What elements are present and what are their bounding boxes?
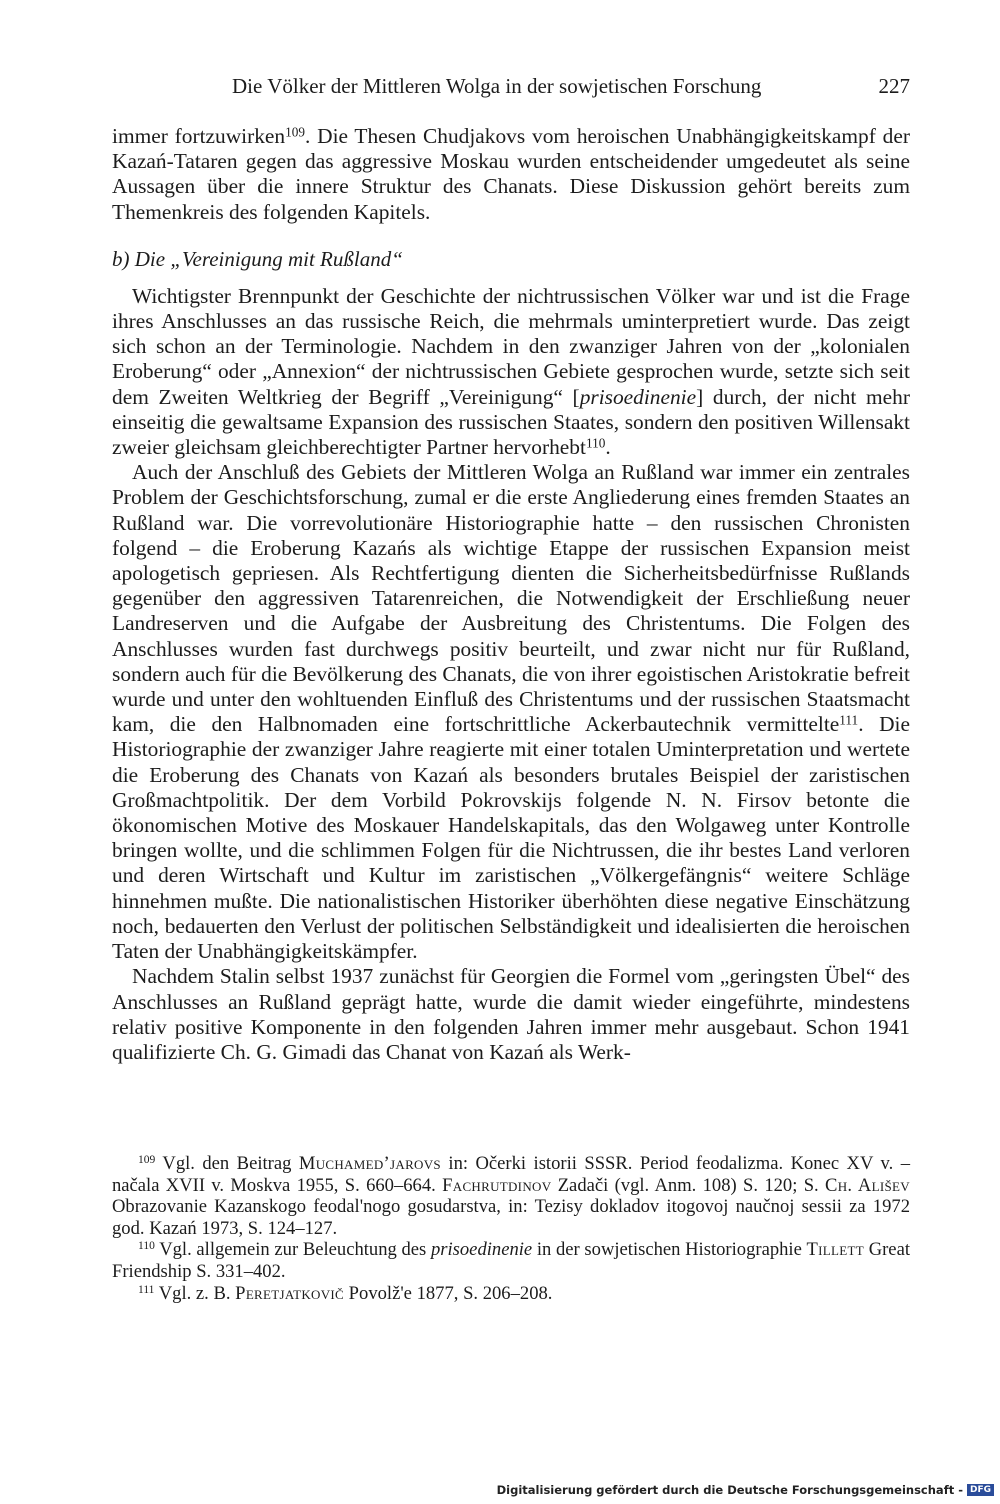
section-heading	[112, 246, 910, 272]
text-run: . Die Historiographie der zwanziger Jahre reagierte mit einer totalen Uminterpretation und wertete die Eroberung des Chanats von Kazań als besonders brutales Beispiel der zaristischen Großmachtpolitik. Der dem Vorbild Pokrovskijs folgende N. N. Firsov betonte die ökonomischen Motive des Moskauer Handelskapitals, das den Wolgaweg unter Kontrolle bringen wollte, und die schlimmen Folgen für die Nichtrussen, die ihr bestes Land verloren und deren Wirtschaft und Kultur im zaristischen „Völkergefängnis“ weitere Schläge hinnehmen mußte. Die nationalistischen Historiker überhöhten diese negative Einschätzung noch, bedauerten den Verlust der politischen Selbständigkeit und idealisierten die heroischen Taten der Unabhängigkeitskämpfer.	[112, 712, 910, 964]
text-run: in: Očerki istorii SSSR. Period feodalizma. Konec XV v. – načala XVII v. Moskva 1955, S. 660–664.	[112, 1153, 911, 1196]
credit-text: Digitalisierung gefördert durch die Deutsche Forschungsgemeinschaft -	[496, 1483, 963, 1497]
section-label: b)	[112, 246, 130, 271]
text-run: Zadači (vgl. Anm. 108) S. 120; S.	[551, 1174, 825, 1196]
author-name: Ch. Ališev	[825, 1174, 910, 1196]
author-name: Peretjatkovič	[235, 1282, 345, 1304]
footnote-ref-109: 109	[285, 124, 305, 140]
text-run: Vgl. den Beitrag	[155, 1153, 299, 1174]
section-title: Die „Vereinigung mit Rußland“	[134, 246, 403, 271]
footnote-109	[112, 1153, 910, 1239]
running-head: Die Völker der Mittleren Wolga in der sowjetischen Forschung	[232, 74, 762, 98]
text-run: .	[605, 435, 611, 460]
footnote-number: 110	[138, 1240, 155, 1253]
text-run: Wichtigster Brennpunkt der Geschichte der nichtrussischen Völker war und ist die Frage ihres Anschlusses an das russische Reich, die mehrmals uminterpretiert wurde. Das zeigt sich schon an der Terminologie. Nachdem in den zwanziger Jahren von der „kolonialen Eroberung“ oder „Annexion“ der nichtrussischen Gebiete gesprochen wurde, setzte sich seit dem Zweiten Weltkrieg der Begriff „Vereinigung“ [	[112, 283, 910, 409]
text-run: Vgl. z. B.	[154, 1282, 236, 1304]
main-text	[112, 124, 910, 1065]
footnote-ref-111: 111	[839, 712, 859, 728]
paragraph	[112, 284, 910, 460]
footnote-ref-110: 110	[585, 435, 606, 451]
text-run: ] durch, der nicht mehr einseitig die gewaltsame Expansion des russischen Staates, sondern den positiven Willensakt zweier gleichsam gleichberechtigter Partner hervorhebt	[112, 384, 910, 460]
paragraph: Nachdem Stalin selbst 1937 zunächst für Georgien die Formel vom „geringsten Übel“ des Anschlusses an Rußland geprägt hatte, wurde die damit wieder eingeführte, mindestens relativ positive Komponente in den folgenden Jahren immer mehr ausgebaut. Schon 1941 qualifizierte Ch. G. Gimadi das Chanat von Kazań als Werk-	[112, 964, 910, 1064]
text-run: Obrazovanie Kazanskogo feodal'nogo gosudarstva, in: Tezisy dokladov itogovoj naučnoj sessii za 1972 god. Kazań 1973, S. 124–127.	[112, 1196, 910, 1239]
text-run: Great Friendship S. 331–402.	[112, 1239, 910, 1282]
text-run: Povolž'e 1877, S. 206–208.	[344, 1282, 553, 1304]
text-run: Vgl. allgemein zur Beleuchtung des	[154, 1239, 431, 1261]
author-name: Muchamed’jarovs	[298, 1153, 441, 1174]
text-run: . Die Thesen Chudjakovs vom heroischen Unabhängigkeitskampf der Kazań-Tataren gegen das aggressive Moskau wurden entscheidender umgedeutet als seine Aussagen über die innere Struktur des Chanats. Diese Diskussion gehört bereits zum Themenkreis des folgenden Kapitels.	[112, 124, 910, 224]
author-name: Tillett	[806, 1239, 865, 1261]
footnote-111	[112, 1283, 910, 1305]
dfg-logo: DFG	[967, 1484, 994, 1496]
text-run: Auch der Anschluß des Gebiets der Mittleren Wolga an Rußland war immer ein zentrales Problem der Geschichtsforschung, zumal er die erste Angliederung eines fremden Staates an Rußland war. Die vorrevolutionäre Historiographie hatte – den russischen Chronisten folgend – die Eroberung Kazańs als wichtige Etappe der russischen Expansion meist apologetisch gepriesen. Als Rechtfertigung dienten die Sicherheitsbedürfnisse Rußlands gegenüber den aggressiven Tatarenreichen, die Notwendigkeit der Erschließung neuer Landreserven und die Aufgabe der Ausbreitung des Christentums. Die Folgen des Anschlusses wurden fast durchwegs positiv beurteilt, und zwar nicht nur für Rußland, sondern auch für die Bevölkerung des Chanats, die von ihrer egoistischen Aristokratie befreit wurde und unter den wohltuenden Einfluß des Christentums und der russischen Staatsmacht kam, die den Halbnomaden eine fortschrittliche Ackerbautechnik vermittelte	[112, 460, 910, 737]
footnote-110	[112, 1239, 910, 1282]
footnote-number: 111	[138, 1283, 155, 1296]
page-number: 227	[878, 74, 910, 98]
paragraph	[112, 460, 910, 964]
term-italic: prisoedinenie	[430, 1239, 533, 1261]
digitization-credit	[497, 1483, 994, 1497]
text-run: immer fortzuwirken	[112, 124, 286, 148]
author-name: Fachrutdinov	[442, 1174, 552, 1196]
page-header	[112, 68, 910, 104]
footnote-number: 109	[138, 1154, 156, 1167]
paragraph	[112, 124, 910, 225]
text-run: in der sowjetischen Historiographie	[532, 1239, 807, 1261]
term-italic: prisoedinenie	[579, 384, 697, 409]
footnotes	[112, 1153, 910, 1304]
